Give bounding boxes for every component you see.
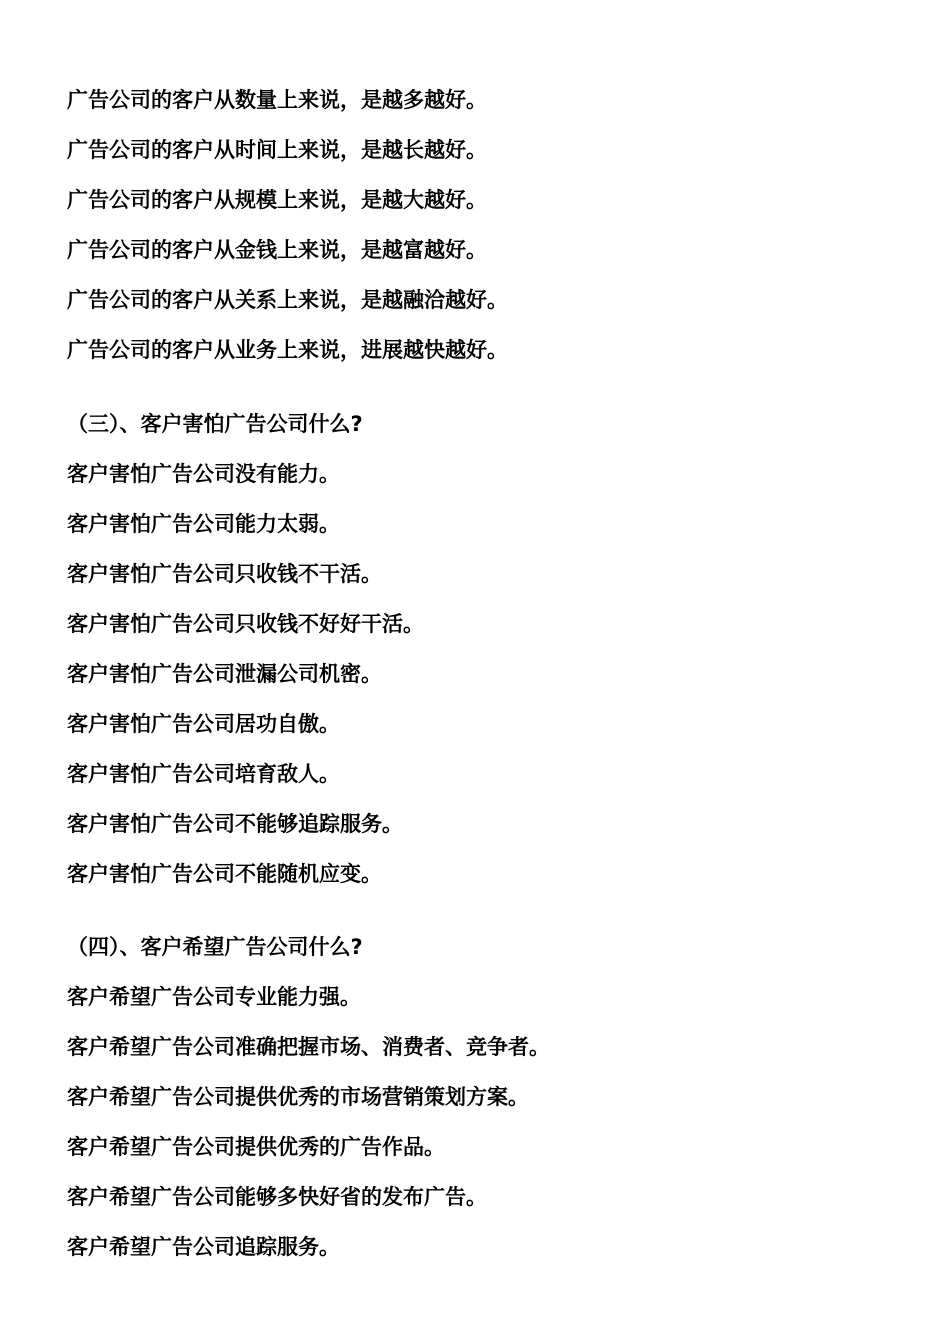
paragraph-line: 广告公司的客户从时间上来说，是越长越好。 bbox=[67, 138, 487, 162]
list-item: 客户希望广告公司追踪服务。 bbox=[67, 1235, 340, 1259]
paragraph-line: 广告公司的客户从规模上来说，是越大越好。 bbox=[67, 188, 487, 212]
list-item: 客户希望广告公司能够多快好省的发布广告。 bbox=[67, 1185, 487, 1209]
list-item: 客户害怕广告公司只收钱不干活。 bbox=[67, 562, 382, 586]
paragraph-line: 广告公司的客户从关系上来说，是越融洽越好。 bbox=[67, 288, 508, 312]
list-item: 客户害怕广告公司不能随机应变。 bbox=[67, 862, 382, 886]
list-item: 客户害怕广告公司能力太弱。 bbox=[67, 512, 340, 536]
list-item: 客户害怕广告公司只收钱不好好干活。 bbox=[67, 612, 424, 636]
list-item: 客户害怕广告公司没有能力。 bbox=[67, 462, 340, 486]
list-item: 客户希望广告公司提供优秀的市场营销策划方案。 bbox=[67, 1085, 529, 1109]
paragraph-line: 广告公司的客户从数量上来说，是越多越好。 bbox=[67, 88, 487, 112]
section-three-heading: （三）、客户害怕广告公司什么? bbox=[67, 412, 363, 436]
list-item: 客户害怕广告公司培育敌人。 bbox=[67, 762, 340, 786]
list-item: 客户害怕广告公司居功自傲。 bbox=[67, 712, 340, 736]
paragraph-line: 广告公司的客户从业务上来说，进展越快越好。 bbox=[67, 338, 508, 362]
section-four-heading: （四）、客户希望广告公司什么? bbox=[67, 935, 363, 959]
paragraph-line: 广告公司的客户从金钱上来说，是越富越好。 bbox=[67, 238, 487, 262]
list-item: 客户害怕广告公司不能够追踪服务。 bbox=[67, 812, 403, 836]
list-item: 客户希望广告公司准确把握市场、消费者、竞争者。 bbox=[67, 1035, 550, 1059]
list-item: 客户希望广告公司提供优秀的广告作品。 bbox=[67, 1135, 445, 1159]
list-item: 客户希望广告公司专业能力强。 bbox=[67, 985, 361, 1009]
list-item: 客户害怕广告公司泄漏公司机密。 bbox=[67, 662, 382, 686]
